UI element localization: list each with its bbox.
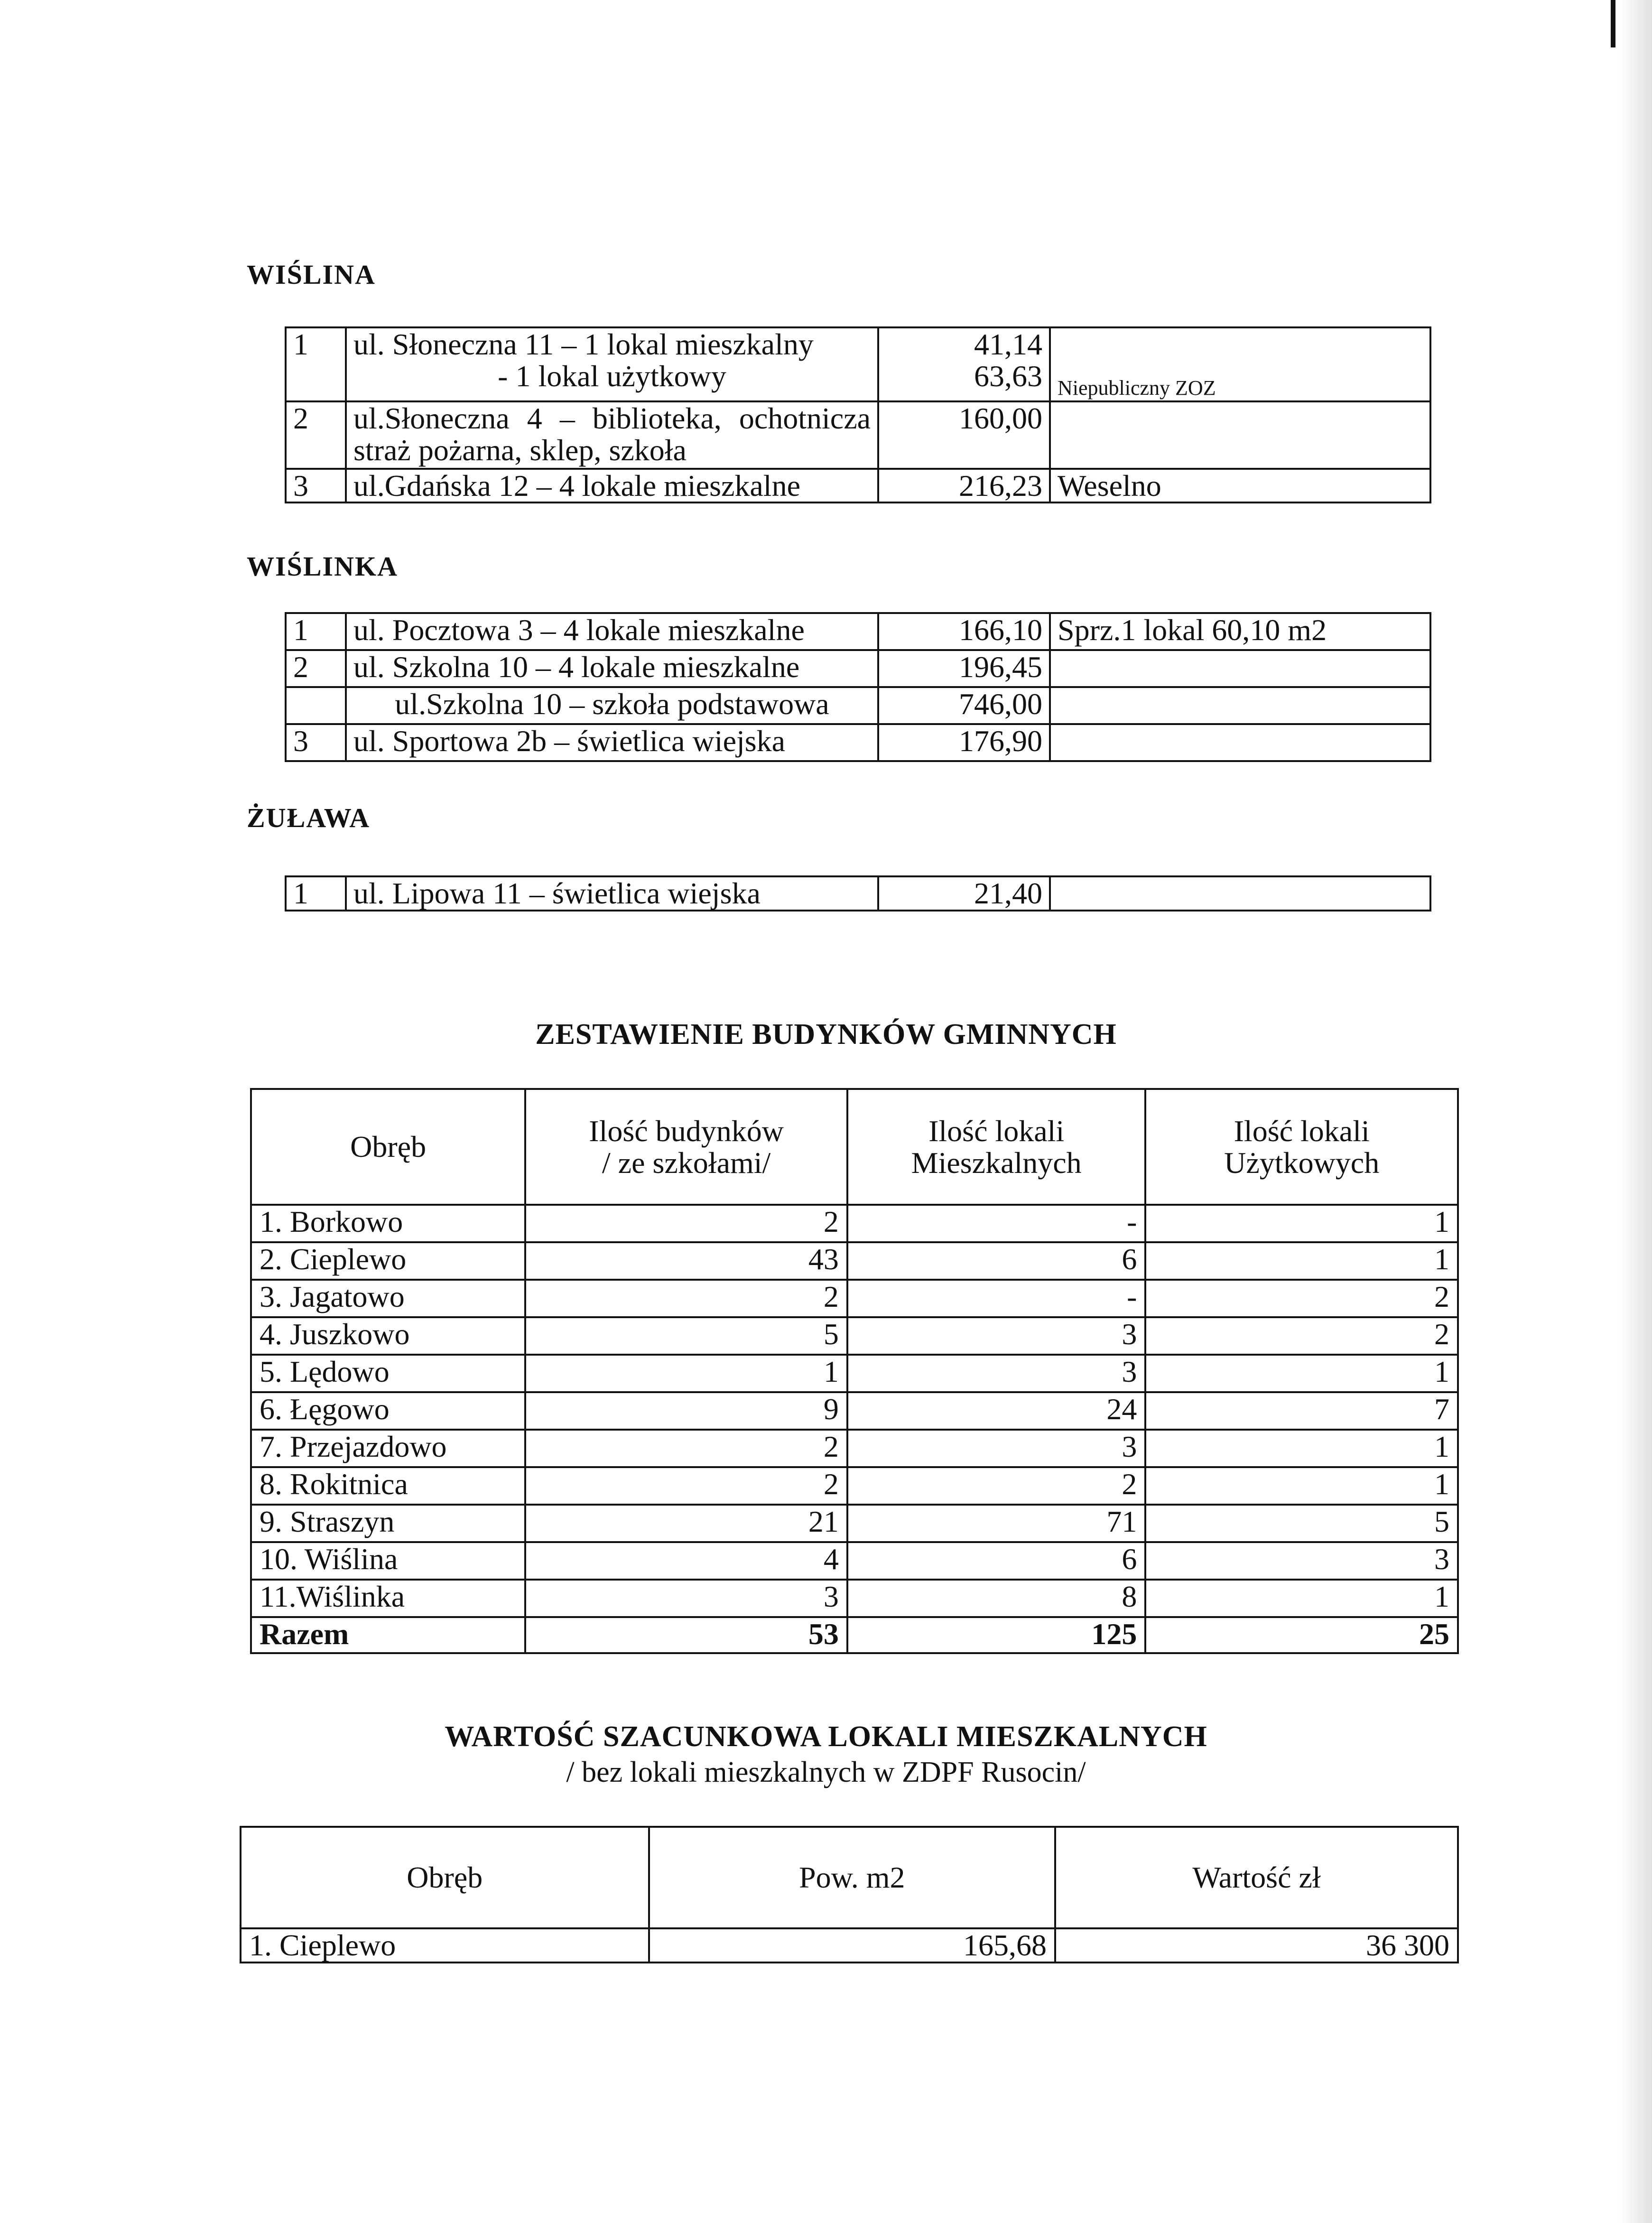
cell-note: Weselno bbox=[1050, 469, 1430, 502]
cell-mieszkalne: - bbox=[847, 1205, 1145, 1242]
cell-area: 216,23 bbox=[878, 469, 1050, 502]
area-value-2: 63,63 bbox=[974, 359, 1042, 393]
cell-obreb: 7. Przejazdowo bbox=[251, 1430, 525, 1467]
header-mieszkalne-line1: Ilość lokali bbox=[928, 1114, 1065, 1148]
address-line-1: ul.Słoneczna 4 – biblioteka, ochotnicza bbox=[353, 401, 871, 435]
address-line-1: ul. Słoneczna 11 – 1 lokal mieszkalny bbox=[353, 327, 814, 361]
cell-budynki: 2 bbox=[525, 1430, 847, 1467]
header-obreb: Obręb bbox=[241, 1827, 649, 1928]
table-row bbox=[286, 687, 1430, 724]
table-row bbox=[241, 1928, 1458, 1963]
cell-address bbox=[346, 327, 878, 401]
cell-address: ul. Pocztowa 3 – 4 lokale mieszkalne bbox=[346, 613, 878, 650]
summary-header-row bbox=[251, 1089, 1458, 1205]
table-row bbox=[251, 1317, 1458, 1355]
cell-area: 196,45 bbox=[878, 650, 1050, 687]
cell-mieszkalne: 3 bbox=[847, 1355, 1145, 1392]
header-uzytkowe bbox=[1145, 1089, 1458, 1205]
total-label: Razem bbox=[251, 1617, 525, 1653]
table-row bbox=[251, 1242, 1458, 1280]
header-mieszkalne bbox=[847, 1089, 1145, 1205]
header-uzytkowe-line1: Ilość lokali bbox=[1234, 1114, 1370, 1148]
cell-uzytkowe: 1 bbox=[1145, 1467, 1458, 1505]
address-line-2: - 1 lokal użytkowy bbox=[498, 359, 726, 393]
cell-nr: 3 bbox=[286, 724, 346, 761]
table-row bbox=[286, 327, 1430, 401]
cell-area: 746,00 bbox=[878, 687, 1050, 724]
cell-address: ul.Szkolna 10 – szkoła podstawowa bbox=[346, 687, 878, 724]
table-row bbox=[251, 1280, 1458, 1317]
cell-area: 176,90 bbox=[878, 724, 1050, 761]
valuation-subtitle: / bez lokali mieszkalnych w ZDPF Rusocin/ bbox=[566, 1756, 1086, 1788]
header-obreb: Obręb bbox=[251, 1089, 525, 1205]
cell-uzytkowe: 7 bbox=[1145, 1392, 1458, 1430]
valuation-table bbox=[240, 1826, 1459, 1963]
cell-mieszkalne: 24 bbox=[847, 1392, 1145, 1430]
cell-uzytkowe: 5 bbox=[1145, 1505, 1458, 1542]
cell-obreb: 2. Cieplewo bbox=[251, 1242, 525, 1280]
cell-obreb: 4. Juszkowo bbox=[251, 1317, 525, 1355]
valuation-header-row bbox=[241, 1827, 1458, 1928]
cell-budynki: 2 bbox=[525, 1205, 847, 1242]
cell-obreb: 9. Straszyn bbox=[251, 1505, 525, 1542]
header-budynki-line2: / ze szkołami/ bbox=[602, 1146, 771, 1180]
cell-note bbox=[1050, 401, 1430, 469]
cell-uzytkowe: 1 bbox=[1145, 1205, 1458, 1242]
cell-budynki: 3 bbox=[525, 1580, 847, 1617]
cell-note bbox=[1050, 724, 1430, 761]
cell-budynki: 2 bbox=[525, 1467, 847, 1505]
total-mieszkalne: 125 bbox=[847, 1617, 1145, 1653]
cell-note bbox=[1050, 876, 1430, 911]
cell-budynki: 21 bbox=[525, 1505, 847, 1542]
table-row bbox=[286, 876, 1430, 911]
cell-budynki: 1 bbox=[525, 1355, 847, 1392]
heading-wislina: WIŚLINA bbox=[247, 259, 376, 290]
cell-budynki: 2 bbox=[525, 1280, 847, 1317]
table-wislinka bbox=[285, 612, 1431, 762]
cell-mieszkalne: 6 bbox=[847, 1542, 1145, 1580]
table-row bbox=[251, 1505, 1458, 1542]
cell-address: ul. Szkolna 10 – 4 lokale mieszkalne bbox=[346, 650, 878, 687]
table-row bbox=[251, 1355, 1458, 1392]
cell-mieszkalne: 6 bbox=[847, 1242, 1145, 1280]
table-row bbox=[251, 1392, 1458, 1430]
table-row bbox=[286, 469, 1430, 502]
header-mieszkalne-line2: Mieszkalnych bbox=[911, 1146, 1082, 1180]
cell-nr: 2 bbox=[286, 401, 346, 469]
cell-nr bbox=[286, 687, 346, 724]
cell-obreb: 11.Wiślinka bbox=[251, 1580, 525, 1617]
cell-area: 21,40 bbox=[878, 876, 1050, 911]
table-row bbox=[286, 401, 1430, 469]
cell-area bbox=[878, 327, 1050, 401]
cell-wartosc: 36 300 bbox=[1055, 1928, 1458, 1963]
total-uzytkowe: 25 bbox=[1145, 1617, 1458, 1653]
total-budynki: 53 bbox=[525, 1617, 847, 1653]
summary-total-row bbox=[251, 1617, 1458, 1653]
cell-nr: 1 bbox=[286, 876, 346, 911]
cell-budynki: 9 bbox=[525, 1392, 847, 1430]
scan-page-edge bbox=[1619, 0, 1652, 2223]
cell-uzytkowe: 1 bbox=[1145, 1355, 1458, 1392]
cell-pow: 165,68 bbox=[649, 1928, 1056, 1963]
cell-nr: 1 bbox=[286, 613, 346, 650]
cell-note bbox=[1050, 650, 1430, 687]
table-wislina bbox=[285, 326, 1431, 503]
summary-table bbox=[250, 1088, 1459, 1654]
cell-uzytkowe: 1 bbox=[1145, 1580, 1458, 1617]
cell-note: Sprz.1 lokal 60,10 m2 bbox=[1050, 613, 1430, 650]
heading-zulawa: ŻUŁAWA bbox=[247, 802, 371, 833]
header-pow: Pow. m2 bbox=[649, 1827, 1056, 1928]
cell-mieszkalne: 8 bbox=[847, 1580, 1145, 1617]
table-row bbox=[251, 1467, 1458, 1505]
cell-uzytkowe: 1 bbox=[1145, 1242, 1458, 1280]
cell-address: ul.Gdańska 12 – 4 lokale mieszkalne bbox=[346, 469, 878, 502]
cell-budynki: 4 bbox=[525, 1542, 847, 1580]
table-row bbox=[286, 724, 1430, 761]
cell-obreb: 5. Lędowo bbox=[251, 1355, 525, 1392]
header-uzytkowe-line2: Użytkowych bbox=[1224, 1146, 1380, 1180]
cell-obreb: 10. Wiślina bbox=[251, 1542, 525, 1580]
cell-obreb: 1. Cieplewo bbox=[241, 1928, 649, 1963]
valuation-title: WARTOŚĆ SZACUNKOWA LOKALI MIESZKALNYCH bbox=[445, 1721, 1207, 1753]
cell-budynki: 43 bbox=[525, 1242, 847, 1280]
table-row bbox=[251, 1205, 1458, 1242]
table-row bbox=[251, 1542, 1458, 1580]
cell-address: ul. Lipowa 11 – świetlica wiejska bbox=[346, 876, 878, 911]
scan-edge-mark bbox=[1611, 0, 1615, 47]
cell-address: ul. Sportowa 2b – świetlica wiejska bbox=[346, 724, 878, 761]
cell-uzytkowe: 3 bbox=[1145, 1542, 1458, 1580]
cell-mieszkalne: 2 bbox=[847, 1467, 1145, 1505]
cell-area: 166,10 bbox=[878, 613, 1050, 650]
table-row bbox=[251, 1430, 1458, 1467]
cell-nr: 2 bbox=[286, 650, 346, 687]
header-wartosc: Wartość zł bbox=[1055, 1827, 1458, 1928]
table-row bbox=[286, 650, 1430, 687]
table-row bbox=[286, 613, 1430, 650]
cell-uzytkowe: 2 bbox=[1145, 1280, 1458, 1317]
cell-uzytkowe: 1 bbox=[1145, 1430, 1458, 1467]
cell-mieszkalne: 3 bbox=[847, 1430, 1145, 1467]
cell-obreb: 3. Jagatowo bbox=[251, 1280, 525, 1317]
cell-obreb: 1. Borkowo bbox=[251, 1205, 525, 1242]
cell-note bbox=[1050, 327, 1430, 401]
cell-mieszkalne: 71 bbox=[847, 1505, 1145, 1542]
address-line-2: straż pożarna, sklep, szkoła bbox=[353, 433, 687, 467]
cell-nr: 1 bbox=[286, 327, 346, 401]
cell-mieszkalne: 3 bbox=[847, 1317, 1145, 1355]
table-zulawa bbox=[285, 875, 1431, 912]
header-budynki bbox=[525, 1089, 847, 1205]
heading-wislinka: WIŚLINKA bbox=[247, 551, 398, 582]
summary-body bbox=[251, 1205, 1458, 1617]
note-text: Niepubliczny ZOZ bbox=[1058, 376, 1216, 400]
area-value-1: 41,14 bbox=[974, 327, 1042, 361]
cell-uzytkowe: 2 bbox=[1145, 1317, 1458, 1355]
cell-address bbox=[346, 401, 878, 469]
cell-mieszkalne: - bbox=[847, 1280, 1145, 1317]
cell-obreb: 6. Łęgowo bbox=[251, 1392, 525, 1430]
summary-title: ZESTAWIENIE BUDYNKÓW GMINNYCH bbox=[535, 1018, 1117, 1051]
cell-budynki: 5 bbox=[525, 1317, 847, 1355]
cell-note bbox=[1050, 687, 1430, 724]
table-row bbox=[251, 1580, 1458, 1617]
header-budynki-line1: Ilość budynków bbox=[589, 1114, 784, 1148]
cell-nr: 3 bbox=[286, 469, 346, 502]
cell-area: 160,00 bbox=[878, 401, 1050, 469]
cell-obreb: 8. Rokitnica bbox=[251, 1467, 525, 1505]
